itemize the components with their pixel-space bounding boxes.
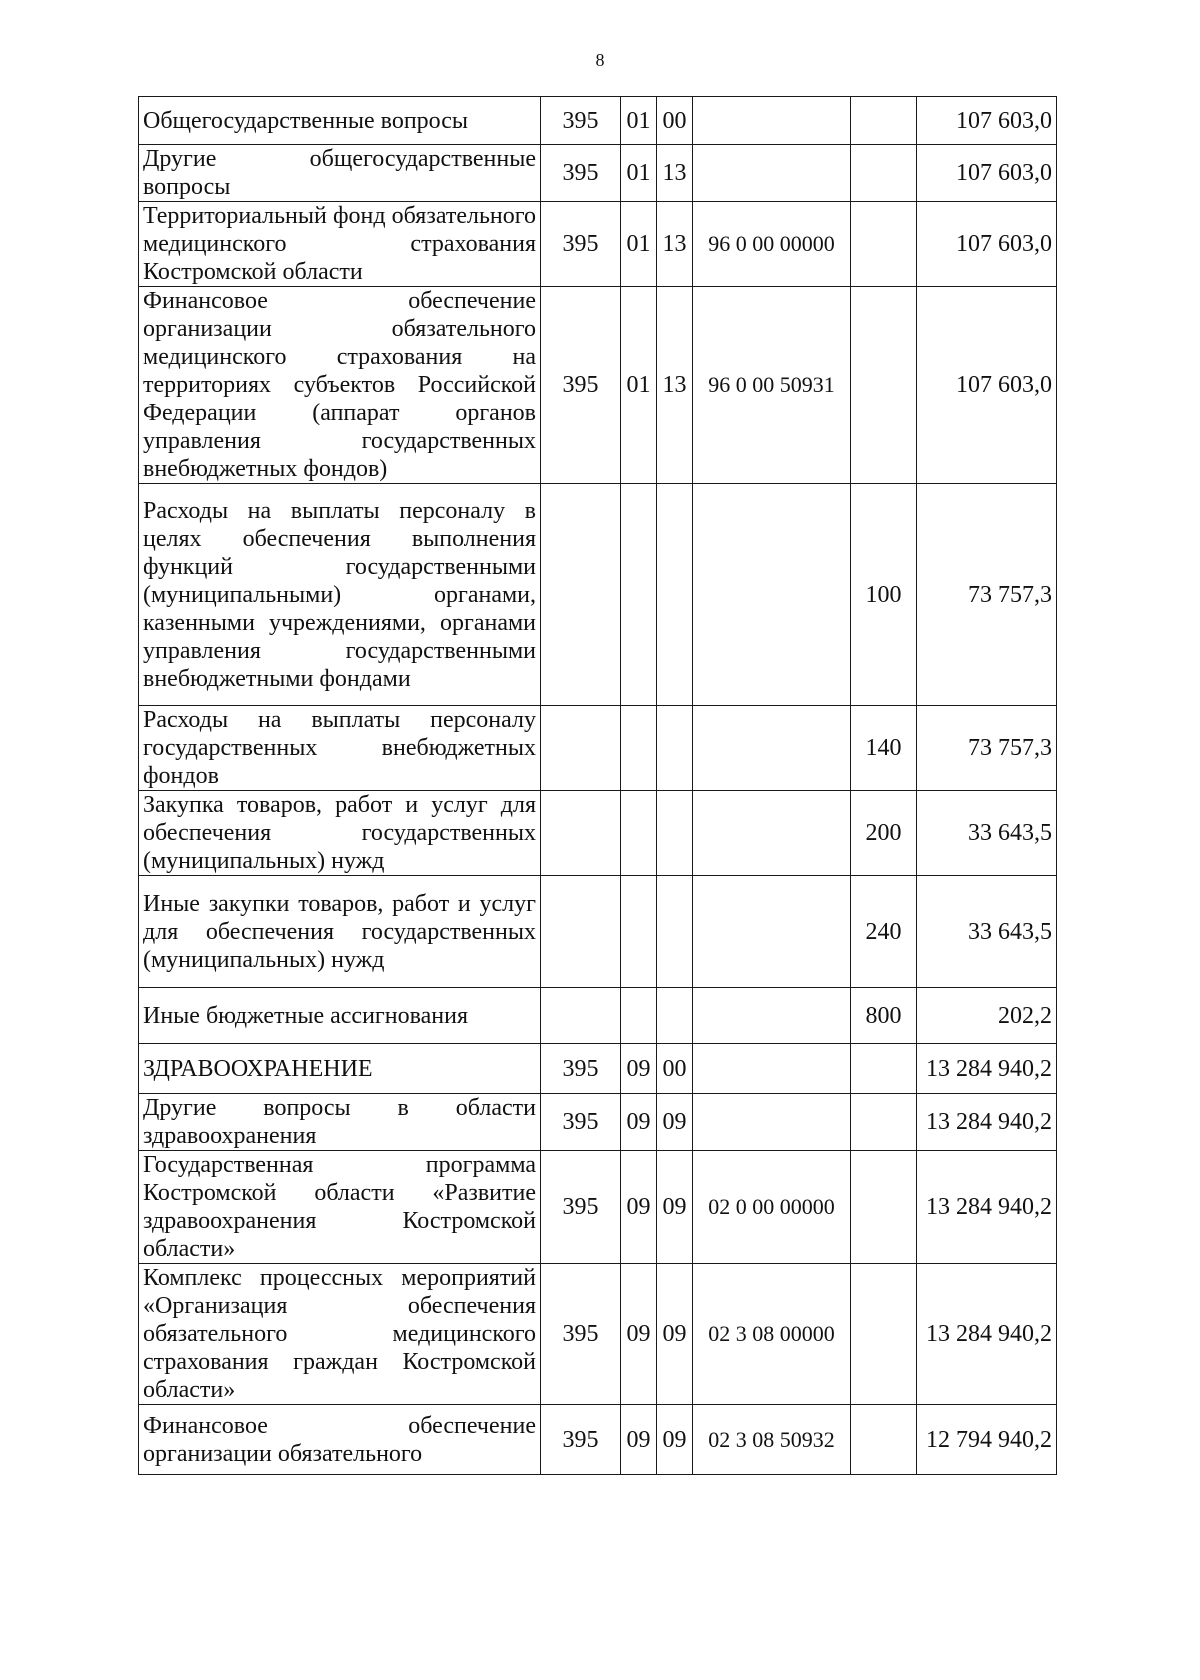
ved-code-cell: 395 — [541, 1151, 621, 1264]
expense-type-cell — [851, 145, 917, 202]
budget-table-body — [139, 97, 1057, 1475]
subsection-code-cell — [657, 988, 693, 1044]
section-code-cell — [621, 988, 657, 1044]
expense-type-cell — [851, 1151, 917, 1264]
table-row — [139, 988, 1057, 1044]
target-article-cell — [693, 876, 851, 988]
ved-code-cell — [541, 484, 621, 706]
ved-code-cell: 395 — [541, 97, 621, 145]
amount-cell: 12 794 940,2 — [917, 1405, 1057, 1475]
ved-code-cell: 395 — [541, 1264, 621, 1405]
row-name-cell: Государственная программа Костромской области «Развитие здравоохранения Костромской области» — [139, 1151, 541, 1264]
table-row — [139, 1264, 1057, 1405]
section-code-cell — [621, 791, 657, 876]
subsection-code-cell: 00 — [657, 97, 693, 145]
section-code-cell — [621, 876, 657, 988]
expense-type-cell: 200 — [851, 791, 917, 876]
target-article-cell — [693, 791, 851, 876]
row-name-cell: Финансовое обеспечение организации обязательного медицинского страхования на территориях субъектов Российской Федерации (аппарат органов управления государственных внебюджетных фондов) — [139, 287, 541, 484]
target-article-cell — [693, 1044, 851, 1094]
table-row — [139, 287, 1057, 484]
ved-code-cell — [541, 988, 621, 1044]
section-code-cell: 09 — [621, 1094, 657, 1151]
subsection-code-cell: 00 — [657, 1044, 693, 1094]
row-name-cell: Иные бюджетные ассигнования — [139, 988, 541, 1044]
row-name-cell: Другие общегосударственные вопросы — [139, 145, 541, 202]
page-number: 8 — [595, 50, 605, 70]
table-row — [139, 1405, 1057, 1475]
table-row — [139, 1044, 1057, 1094]
expense-type-cell — [851, 97, 917, 145]
amount-cell: 13 284 940,2 — [917, 1044, 1057, 1094]
section-code-cell — [621, 706, 657, 791]
amount-cell: 73 757,3 — [917, 706, 1057, 791]
row-name-cell: Закупка товаров, работ и услуг для обеспечения государственных (муниципальных) нужд — [139, 791, 541, 876]
table-row — [139, 706, 1057, 791]
row-name-cell: Расходы на выплаты персоналу в целях обеспечения выполнения функций государственными (муниципальными) органами, казенными учреждениями, органами управления государственными внебюджетными фондами — [139, 484, 541, 706]
ved-code-cell: 395 — [541, 287, 621, 484]
row-name-cell: Комплекс процессных мероприятий «Организация обеспечения обязательного медицинского страхования граждан Костромской области» — [139, 1264, 541, 1405]
ved-code-cell: 395 — [541, 145, 621, 202]
expense-type-cell — [851, 202, 917, 287]
subsection-code-cell: 09 — [657, 1151, 693, 1264]
ved-code-cell — [541, 876, 621, 988]
ved-code-cell — [541, 706, 621, 791]
subsection-code-cell: 13 — [657, 145, 693, 202]
table-row — [139, 1094, 1057, 1151]
section-code-cell — [621, 484, 657, 706]
ved-code-cell: 395 — [541, 202, 621, 287]
section-code-cell: 01 — [621, 145, 657, 202]
ved-code-cell — [541, 791, 621, 876]
amount-cell: 13 284 940,2 — [917, 1094, 1057, 1151]
table-row — [139, 145, 1057, 202]
expense-type-cell: 800 — [851, 988, 917, 1044]
table-row — [139, 1151, 1057, 1264]
expense-type-cell: 240 — [851, 876, 917, 988]
ved-code-cell: 395 — [541, 1405, 621, 1475]
table-row — [139, 791, 1057, 876]
section-code-cell: 01 — [621, 202, 657, 287]
subsection-code-cell: 09 — [657, 1094, 693, 1151]
section-code-cell: 09 — [621, 1405, 657, 1475]
row-name-cell: Общегосударственные вопросы — [139, 97, 541, 145]
subsection-code-cell: 13 — [657, 287, 693, 484]
amount-cell: 107 603,0 — [917, 145, 1057, 202]
target-article-cell — [693, 988, 851, 1044]
section-code-cell: 09 — [621, 1264, 657, 1405]
subsection-code-cell: 09 — [657, 1264, 693, 1405]
target-article-cell — [693, 145, 851, 202]
expense-type-cell — [851, 1094, 917, 1151]
amount-cell: 107 603,0 — [917, 287, 1057, 484]
row-name-cell: Территориальный фонд обязательного медицинского страхования Костромской области — [139, 202, 541, 287]
amount-cell: 13 284 940,2 — [917, 1264, 1057, 1405]
amount-cell: 107 603,0 — [917, 97, 1057, 145]
table-row — [139, 97, 1057, 145]
ved-code-cell: 395 — [541, 1044, 621, 1094]
amount-cell: 33 643,5 — [917, 876, 1057, 988]
section-code-cell: 01 — [621, 287, 657, 484]
expense-type-cell: 140 — [851, 706, 917, 791]
target-article-cell: 96 0 00 50931 — [693, 287, 851, 484]
target-article-cell — [693, 484, 851, 706]
subsection-code-cell — [657, 484, 693, 706]
amount-cell: 73 757,3 — [917, 484, 1057, 706]
subsection-code-cell — [657, 791, 693, 876]
expense-type-cell: 100 — [851, 484, 917, 706]
target-article-cell — [693, 706, 851, 791]
section-code-cell: 09 — [621, 1044, 657, 1094]
target-article-cell: 02 0 00 00000 — [693, 1151, 851, 1264]
target-article-cell — [693, 1094, 851, 1151]
table-row — [139, 876, 1057, 988]
budget-table — [138, 96, 1057, 1475]
expense-type-cell — [851, 287, 917, 484]
amount-cell: 13 284 940,2 — [917, 1151, 1057, 1264]
expense-type-cell — [851, 1044, 917, 1094]
section-code-cell: 01 — [621, 97, 657, 145]
expense-type-cell — [851, 1264, 917, 1405]
expense-type-cell — [851, 1405, 917, 1475]
amount-cell: 107 603,0 — [917, 202, 1057, 287]
row-name-cell: Финансовое обеспечение организации обязательного — [139, 1405, 541, 1475]
section-code-cell: 09 — [621, 1151, 657, 1264]
row-name-cell: Другие вопросы в области здравоохранения — [139, 1094, 541, 1151]
row-name-cell: Иные закупки товаров, работ и услуг для обеспечения государственных (муниципальных) нужд — [139, 876, 541, 988]
target-article-cell: 02 3 08 00000 — [693, 1264, 851, 1405]
ved-code-cell: 395 — [541, 1094, 621, 1151]
target-article-cell — [693, 97, 851, 145]
amount-cell: 33 643,5 — [917, 791, 1057, 876]
table-row — [139, 202, 1057, 287]
subsection-code-cell: 13 — [657, 202, 693, 287]
target-article-cell: 02 3 08 50932 — [693, 1405, 851, 1475]
amount-cell: 202,2 — [917, 988, 1057, 1044]
subsection-code-cell: 09 — [657, 1405, 693, 1475]
subsection-code-cell — [657, 706, 693, 791]
table-row — [139, 484, 1057, 706]
target-article-cell: 96 0 00 00000 — [693, 202, 851, 287]
row-name-cell: Расходы на выплаты персоналу государственных внебюджетных фондов — [139, 706, 541, 791]
row-name-cell: ЗДРАВООХРАНЕНИЕ — [139, 1044, 541, 1094]
subsection-code-cell — [657, 876, 693, 988]
